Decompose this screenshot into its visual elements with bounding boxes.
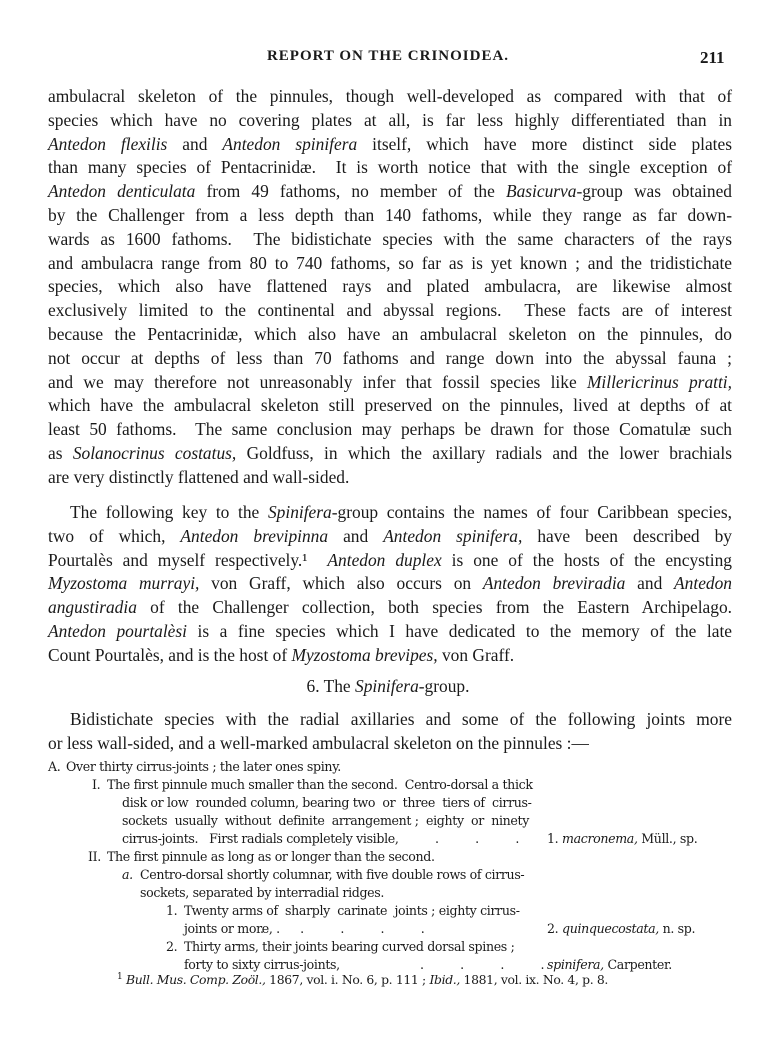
italic-text: Antedon denticulata <box>48 181 196 202</box>
text-line <box>48 323 732 347</box>
text: have been described by <box>522 525 732 546</box>
text-line <box>48 204 732 228</box>
text-line <box>48 109 732 133</box>
key-entry <box>0 794 776 812</box>
text: ambulacral skeleton of the pinnules, though well-developed as compared with that of <box>48 86 732 106</box>
key-entry <box>0 902 776 920</box>
text: Pourtalès and myself respectively.¹ <box>48 549 328 570</box>
key-label: II. <box>88 849 101 864</box>
text-line <box>48 85 732 109</box>
text: and <box>328 525 384 546</box>
species-epithet: macronema, <box>561 831 638 846</box>
text-line <box>48 466 732 490</box>
text-line <box>48 180 732 204</box>
text: which have the ambulacral skeleton still preserved on the pinnules, lived at depths of at <box>48 395 732 416</box>
footnote-ref-2: 1881, vol. ix. No. 4, p. 8. <box>459 972 608 988</box>
footnote-mark: 1 <box>117 972 123 982</box>
text: is one of the hosts of the encysting <box>441 549 732 570</box>
section-title-post: -group. <box>418 676 470 696</box>
leader-dots: . . . . . <box>260 921 425 936</box>
text-line <box>48 442 732 466</box>
text-line <box>48 394 732 418</box>
footnote-journal: Bull. Mus. Comp. Zoöl., <box>125 972 266 988</box>
text-line <box>48 418 732 442</box>
text-line <box>48 644 732 668</box>
key-text: joints or more, . <box>184 921 280 936</box>
species-authority: n. sp. <box>658 921 696 936</box>
species-authority: Müll., sp. <box>637 831 698 846</box>
key-text: forty to sixty cirrus-joints, <box>184 957 340 972</box>
key-label: 2. <box>166 939 178 954</box>
running-header <box>0 48 776 70</box>
text: as <box>48 442 73 463</box>
text-line <box>48 347 732 371</box>
text: by the Challenger from a less depth than 140 fathoms, while they range as far down- <box>48 204 732 225</box>
key-label: 1. <box>166 903 178 918</box>
italic-text: Antedon duplex <box>327 549 442 570</box>
text: than many species of Pentacrinidæ. It is worth notice that with the single exception of <box>48 157 732 178</box>
text: from 49 fathoms, no member of the <box>195 181 506 202</box>
section-title-pre: The <box>323 676 355 696</box>
italic-text: Spinifera <box>267 502 332 522</box>
text-line <box>48 708 732 732</box>
section-heading <box>0 676 776 697</box>
text: Goldfuss, in which the axillary radials and the lower brachials <box>236 442 733 463</box>
paragraph-ambulacral <box>48 85 732 490</box>
text-line <box>48 133 732 157</box>
leader-dots: . . . . <box>420 957 545 972</box>
species-authority: Carpenter. <box>603 957 672 972</box>
key-entry <box>0 866 776 884</box>
key-text: Over thirty cirrus-joints ; the later ones spiny. <box>66 759 341 774</box>
page-number: 211 <box>700 48 725 67</box>
text: species which have no covering plates at all, is far less highly differentiated than in <box>48 109 732 130</box>
key-text: Thirty arms, their joints bearing curved dorsal spines ; <box>184 939 515 954</box>
key-entry <box>0 848 776 866</box>
italic-text: Myzostoma brevipes, <box>291 644 438 665</box>
footnote <box>117 972 608 987</box>
text: and <box>625 573 675 594</box>
text: of the Challenger collection, both species from the Eastern Archipelago. <box>136 597 732 618</box>
text-line <box>48 572 732 596</box>
footnote-ibid: Ibid., <box>429 972 460 988</box>
text: two of which, <box>48 525 181 546</box>
text: and <box>167 133 223 154</box>
text-line <box>48 275 732 299</box>
italic-text: Antedon pourtalèsi <box>48 620 187 641</box>
text: species, which also have flattened rays and plated ambulacra, are likewise almost <box>48 276 732 297</box>
key-text: cirrus-joints. First radials completely visible, <box>122 831 399 846</box>
italic-text: Antedon spinifera <box>222 133 358 154</box>
species-number: 1. <box>547 831 562 846</box>
key-entry <box>0 830 776 848</box>
text: not occur at depths of less than 70 fathoms and range down into the abyssal fauna ; <box>48 347 732 368</box>
key-label: a. <box>122 867 133 882</box>
italic-text: Basicurva <box>505 181 577 202</box>
text: because the Pentacrinidæ, which also have an ambulacral skeleton on the pinnules, do <box>48 323 732 344</box>
text-line <box>48 371 732 395</box>
italic-text: angustiradia <box>48 597 137 618</box>
species-key <box>0 758 776 974</box>
italic-text: Myzostoma murrayi, <box>48 573 200 594</box>
key-text: disk or low rounded column, bearing two or three tiers of cirrus- <box>122 795 532 810</box>
text-line <box>48 620 732 644</box>
key-entry <box>0 776 776 794</box>
italic-text: Solanocrinus costatus, <box>72 442 237 463</box>
key-entry <box>0 884 776 902</box>
text-line <box>48 501 732 525</box>
text-line <box>48 228 732 252</box>
species-name <box>547 920 695 938</box>
section-number: 6. <box>306 676 320 696</box>
text-line <box>48 732 732 756</box>
section-title-italic: Spinifera <box>355 676 419 696</box>
species-epithet: spinifera, <box>547 957 604 972</box>
key-text: The first pinnule as long as or longer than the second. <box>107 849 435 864</box>
key-text: Twenty arms of sharply carinate joints ; eighty cirrus- <box>184 903 520 918</box>
text-line <box>48 549 732 573</box>
text: Bidistichate species with the radial axillaries and some of the following joints more <box>70 709 732 729</box>
footnote-ref-1: 1867, vol. i. No. 6, p. 111 ; <box>265 972 430 988</box>
key-text: sockets usually without definite arrangement ; eighty or ninety <box>122 813 530 828</box>
paragraph-group-definition <box>48 708 732 756</box>
text-line <box>48 299 732 323</box>
text: von Graff, which also occurs on <box>199 573 483 594</box>
italic-text: Antedon flexilis <box>48 133 168 154</box>
text-line <box>48 156 732 180</box>
text: wards as 1600 fathoms. The bidistichate species with the same characters of the rays <box>48 228 732 249</box>
key-entry <box>0 758 776 776</box>
key-entry <box>0 938 776 956</box>
italic-text: Millericrinus pratti, <box>586 371 732 392</box>
leader-dots: . . . <box>435 831 520 846</box>
text: The following key to the <box>70 502 268 522</box>
key-text: The first pinnule much smaller than the second. Centro-dorsal a thick <box>107 777 533 792</box>
text: von Graff. <box>437 644 515 665</box>
key-text: Centro-dorsal shortly columnar, with five double rows of cirrus- <box>140 867 525 882</box>
text: itself, which have more distinct side plates <box>357 133 733 154</box>
key-label: I. <box>92 777 101 792</box>
text: least 50 fathoms. The same conclusion may perhaps be drawn for those Comatulæ such <box>48 419 732 440</box>
text: or less wall-sided, and a well-marked ambulacral skeleton on the pinnules :— <box>48 732 589 753</box>
text: are very distinctly flattened and wall-sided. <box>48 466 350 487</box>
species-epithet: quinquecostata, <box>561 921 659 936</box>
running-title: REPORT ON THE CRINOIDEA. <box>266 48 510 64</box>
species-number: 2. <box>547 921 562 936</box>
text: -group was obtained <box>576 181 732 202</box>
italic-text: Antedon spinifera, <box>383 525 523 546</box>
key-label: A. <box>48 759 61 774</box>
italic-text: Antedon breviradia <box>482 573 626 594</box>
text-line <box>48 525 732 549</box>
key-text: sockets, separated by interradial ridges. <box>140 885 385 900</box>
italic-text: Antedon brevipinna <box>180 525 329 546</box>
text: and ambulacra range from 80 to 740 fathoms, so far as is yet known ; and the tridistichate <box>48 252 732 273</box>
text: -group contains the names of four Caribbean species, <box>331 502 732 522</box>
species-name <box>547 830 697 848</box>
text: and we may therefore not unreasonably infer that fossil species like <box>48 371 587 392</box>
key-entry <box>0 920 776 938</box>
text: Count Pourtalès, and is the host of <box>48 644 292 665</box>
text-line <box>48 252 732 276</box>
text: exclusively limited to the continental and abyssal regions. These facts are of interest <box>48 300 732 321</box>
key-entry <box>0 812 776 830</box>
paragraph-key-intro <box>48 501 732 668</box>
italic-text: Antedon <box>674 573 733 594</box>
text-line <box>48 596 732 620</box>
text: is a fine species which I have dedicated to the memory of the late <box>187 620 732 641</box>
